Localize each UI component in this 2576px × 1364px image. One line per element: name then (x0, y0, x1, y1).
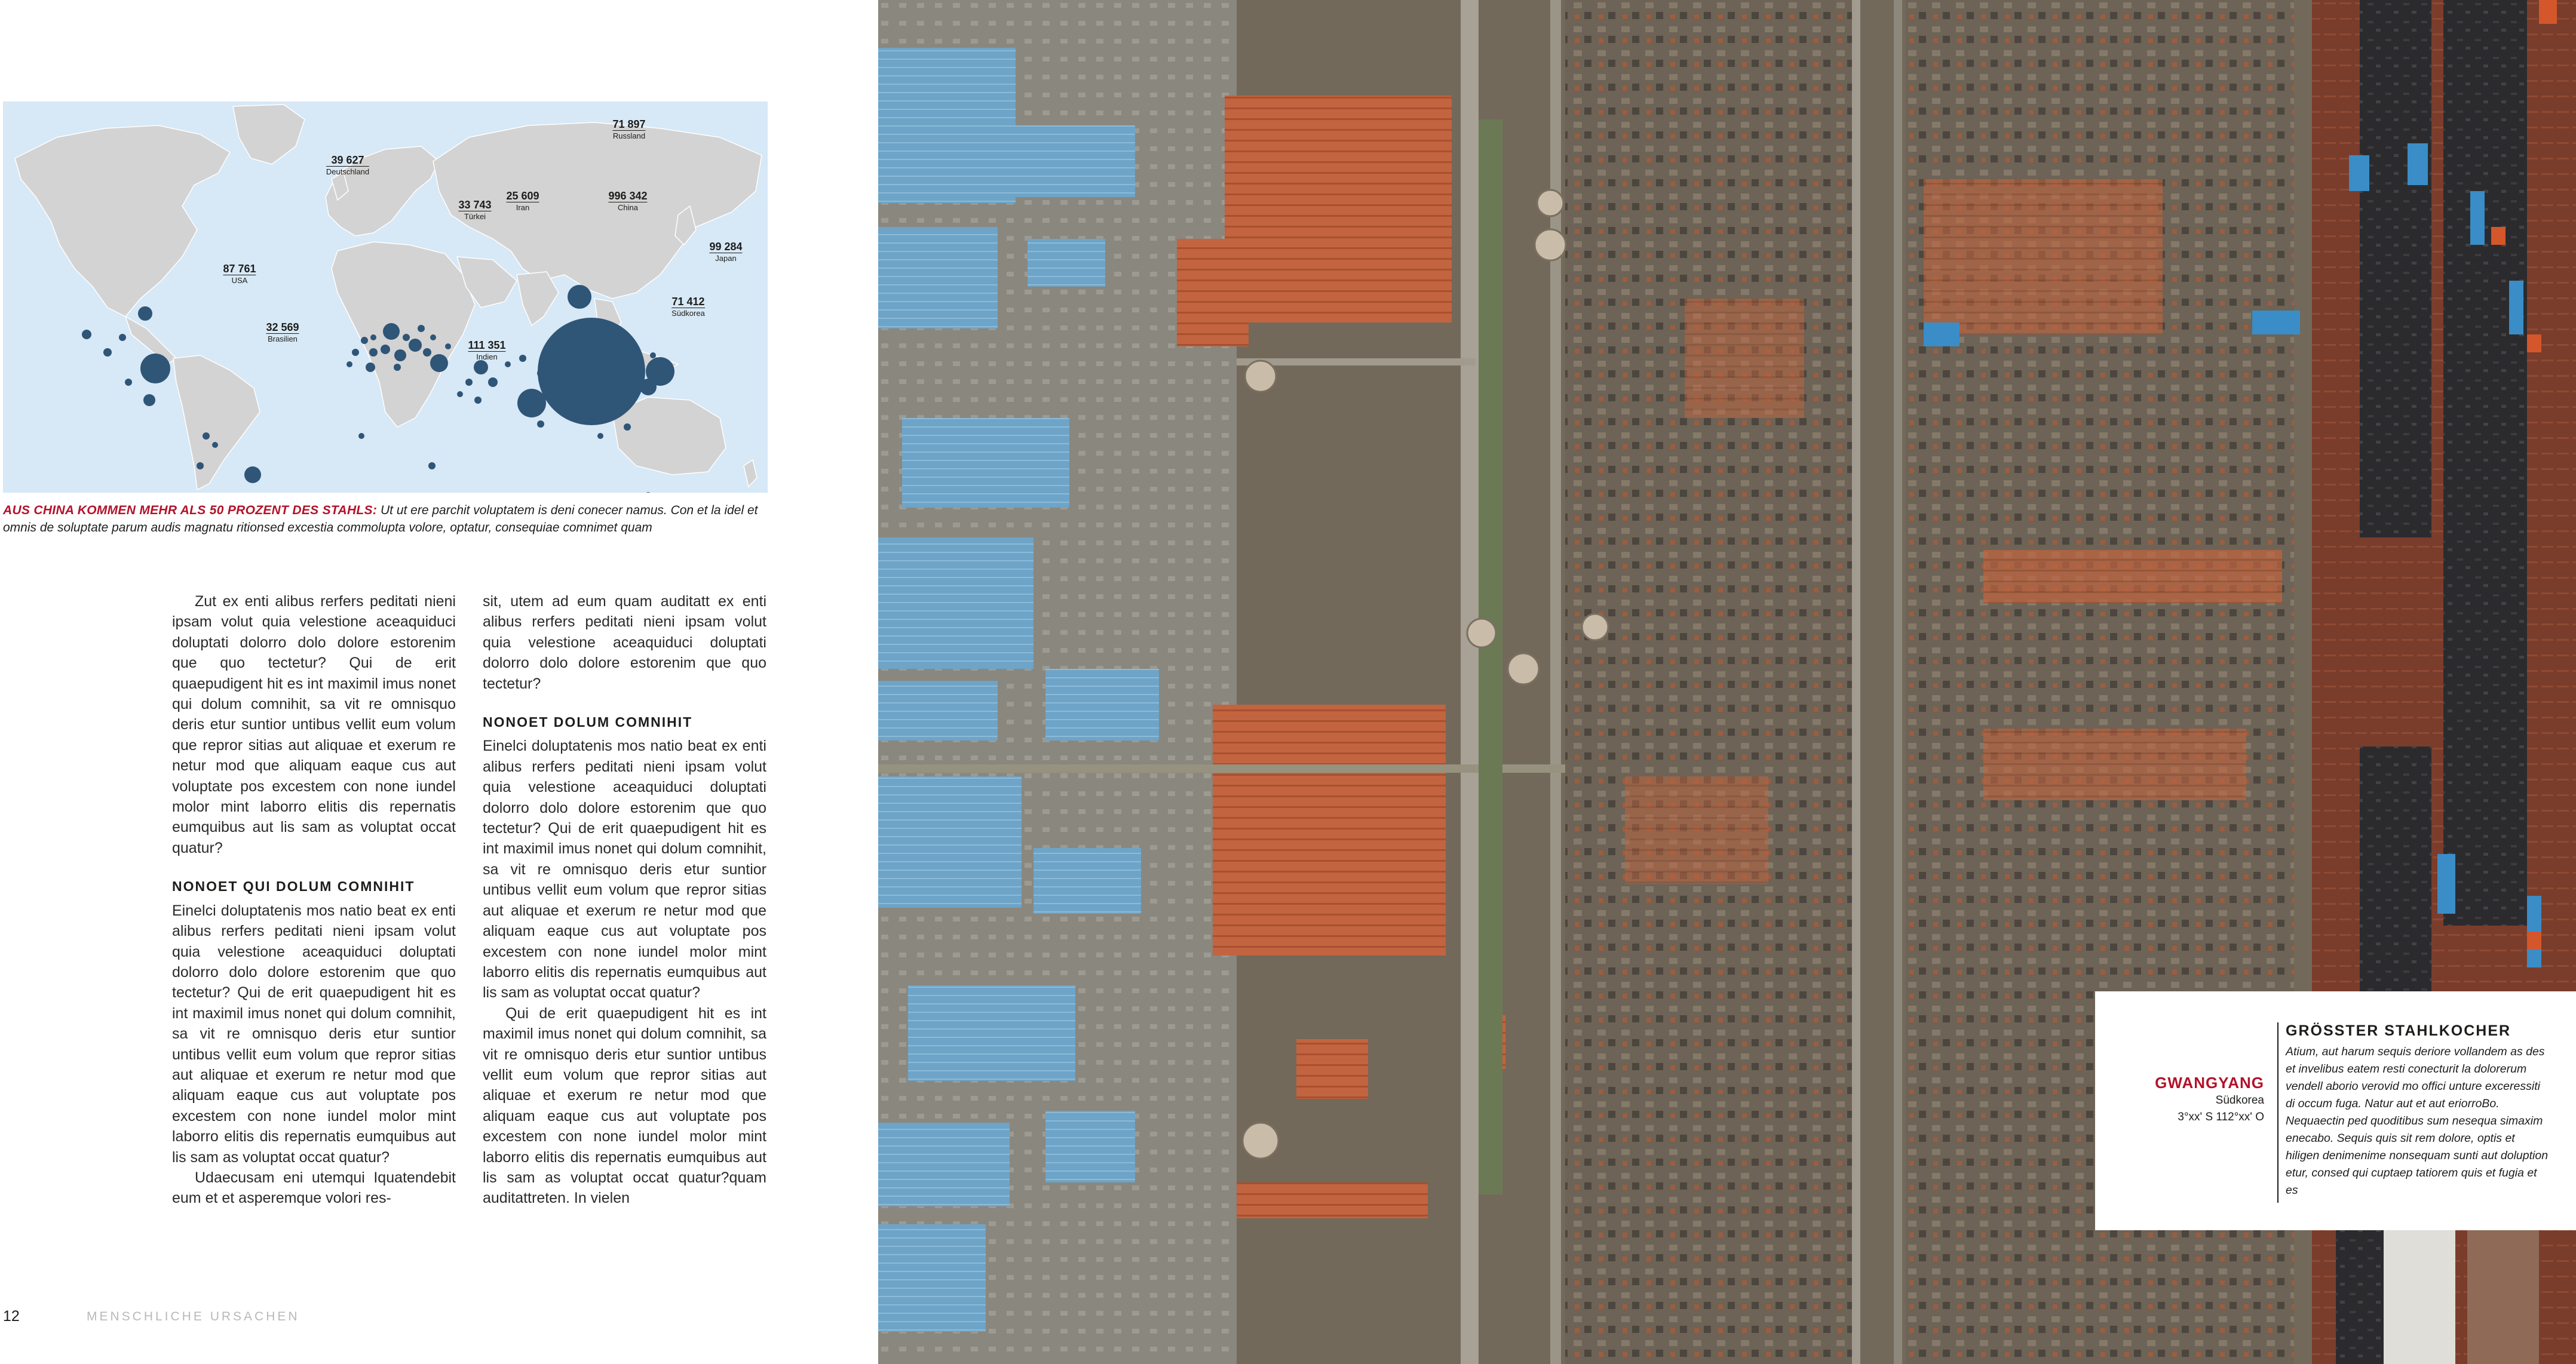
country: Russland (612, 131, 646, 140)
article-column-1 (172, 591, 456, 1209)
world-map-graphic (3, 102, 768, 493)
bubble-suedkorea (640, 379, 657, 395)
bubble-deutschland (383, 323, 400, 340)
value: 71 412 (671, 296, 705, 308)
caption-text: Ut ut ere parchit voluptatem is deni conecer namus. Con et la idel et omnis de soluptate parum audis magnatu ritionsed excestia commolupta volore, optatur, consequiae comnimet quam (3, 503, 758, 534)
value: 25 609 (506, 190, 539, 202)
value: 87 761 (223, 263, 256, 275)
bubble-russland (568, 285, 591, 309)
place-country: Südkorea (2215, 1094, 2264, 1107)
country: Indien (468, 351, 505, 362)
value: 32 569 (266, 321, 299, 333)
article-column-2 (483, 591, 766, 1209)
label-tuerkei (458, 199, 491, 222)
bubble-usa (140, 354, 170, 383)
value: 111 351 (468, 339, 506, 351)
country: Iran (506, 202, 539, 213)
country: Südkorea (671, 309, 705, 318)
infobox-body: Atium, aut harum sequis deriore vollandem as des et invelibus eatem resti conecturit la dolorerum vendell aborio verovid mo offici unture exceressiti di occum fuga. Natur aut et aut eriorroBo. Nequaectin ped quoditibus sum nesequa simaxim enecabo. Sequis quis sit rem dolore, optis et hiligen denimenime nonsequam sunti aut doluption etur, consed qui cuptaep tatiorem quis et fugia et es (2286, 1045, 2549, 1197)
country: Brasilien (266, 333, 299, 344)
world-map (3, 102, 768, 493)
paragraph: sit, utem ad eum quam auditatt ex enti alibus rerfers peditati nieni ipsam volut quia velestione aceaquiduci doluptati dolorro dolo dolore estorenim que quo tectetur? (483, 593, 766, 692)
country: USA (223, 275, 256, 285)
place-coordinates: 3°xx' S 112°xx' O (2178, 1111, 2264, 1123)
paragraph: Udaecusam eni utemqui Iquatendebit eum et et asperemque volori res- (172, 1169, 456, 1207)
bubble-indien (517, 389, 546, 417)
left-page (0, 0, 878, 1364)
running-title: MENSCHLICHE URSACHEN (87, 1310, 300, 1323)
label-japan (709, 241, 742, 263)
bubble-china (538, 318, 645, 425)
value: 33 743 (458, 199, 492, 211)
value: 39 627 (331, 154, 364, 166)
label-indien (468, 339, 505, 362)
country: Deutschland (326, 167, 370, 176)
country: Japan (709, 253, 742, 263)
infobox-text (2286, 1022, 2549, 1199)
paragraph: Einelci doluptatenis mos natio beat ex enti alibus rerfers peditati nieni ipsam volut quia velestione aceaquiduci doluptati dolorro dolo dolore estorenim que quo tectetur? Qui de erit quaepudigent hit es int maximil imus nonet qui dolum comnihit, sa vit re omnisquo deris etur suntior untibus vellit eum volum que repror sitias aut aliquae et exerum re netur mod que aliquam eaque cus aut voluptate pos excestem con none iundel molor mint laborro elitis dis repernatis eumquibus aut lis sam as voluptat occat quatur? (172, 902, 456, 1166)
value: 996 342 (608, 190, 648, 202)
infobox-location (2127, 1074, 2264, 1126)
page-number: 12 (3, 1308, 20, 1325)
label-usa (223, 263, 256, 285)
subheading: NONOET QUI DOLUM COMNIHIT (172, 878, 415, 895)
country: China (608, 202, 647, 213)
caption-lead: AUS CHINA KOMMEN MEHR ALS 50 PROZENT DES STAHLS: (3, 503, 378, 517)
paragraph: Zut ex enti alibus rerfers peditati nieni ipsam volut quia velestione aceaquiduci doluptati dolorro dolo dolore estorenim que quo tectetur? Qui de erit quaepudigent hit es int maximil imus nonet qui dolum comnihit, sa vit re omnisquo deris etur suntior untibus vellit eum volum que repror sitias aut aliquae et exerum re netur mod que aliquam eaque cus aut voluptate pos excestem con none iundel molor mint laborro elitis dis repernatis eumquibus aut lis sam as voluptat occat quatur? (172, 593, 456, 856)
map-caption (3, 502, 768, 536)
label-deutschland (326, 154, 369, 177)
label-china (608, 190, 647, 213)
label-iran (506, 190, 539, 213)
paragraph: Einelci doluptatenis mos natio beat ex enti alibus rerfers peditati nieni ipsam volut quia velestione aceaquiduci doluptati dolorro dolo dolore estorenim que quo tectetur? Qui de erit quaepudigent hit es int maximil imus nonet qui dolum comnihit, sa vit re omnisquo deris etur suntior untibus vellit eum volum que repror sitias aut aliquae et exerum re netur mod que aliquam eaque cus aut voluptate pos excestem con none iundel molor mint laborro elitis dis repernatis eumquibus aut lis sam as voluptat occat quatur? (483, 738, 766, 1002)
place-name: GWANGYANG (2155, 1074, 2264, 1092)
infobox-divider (2277, 1022, 2278, 1203)
label-suedkorea (671, 296, 705, 318)
label-russland (612, 118, 645, 141)
bubble-iran (474, 360, 488, 374)
infobox-title: GRÖSSTER STAHLKOCHER (2286, 1022, 2511, 1039)
paragraph: Qui de erit quaepudigent hit es int maximil imus nonet qui dolum comnihit, sa vit re omnisquo deris etur suntior untibus vellit eum volum que repror sitias aut aliquae et exerum re netur mod que aliquam eaque cus aut voluptate pos excestem con none iundel molor mint laborro elitis dis repernatis eumquibus aut lis sam as voluptat occat quatur?quam auditattreten. In vielen (483, 1004, 766, 1207)
subheading: NONOET DOLUM COMNIHIT (483, 714, 693, 730)
label-brasilien (266, 321, 299, 344)
bubble-brasilien (244, 466, 261, 483)
country: Türkei (458, 211, 491, 222)
bubble-tuerkei (430, 354, 448, 372)
value: 99 284 (709, 241, 743, 253)
value: 71 897 (612, 118, 646, 130)
